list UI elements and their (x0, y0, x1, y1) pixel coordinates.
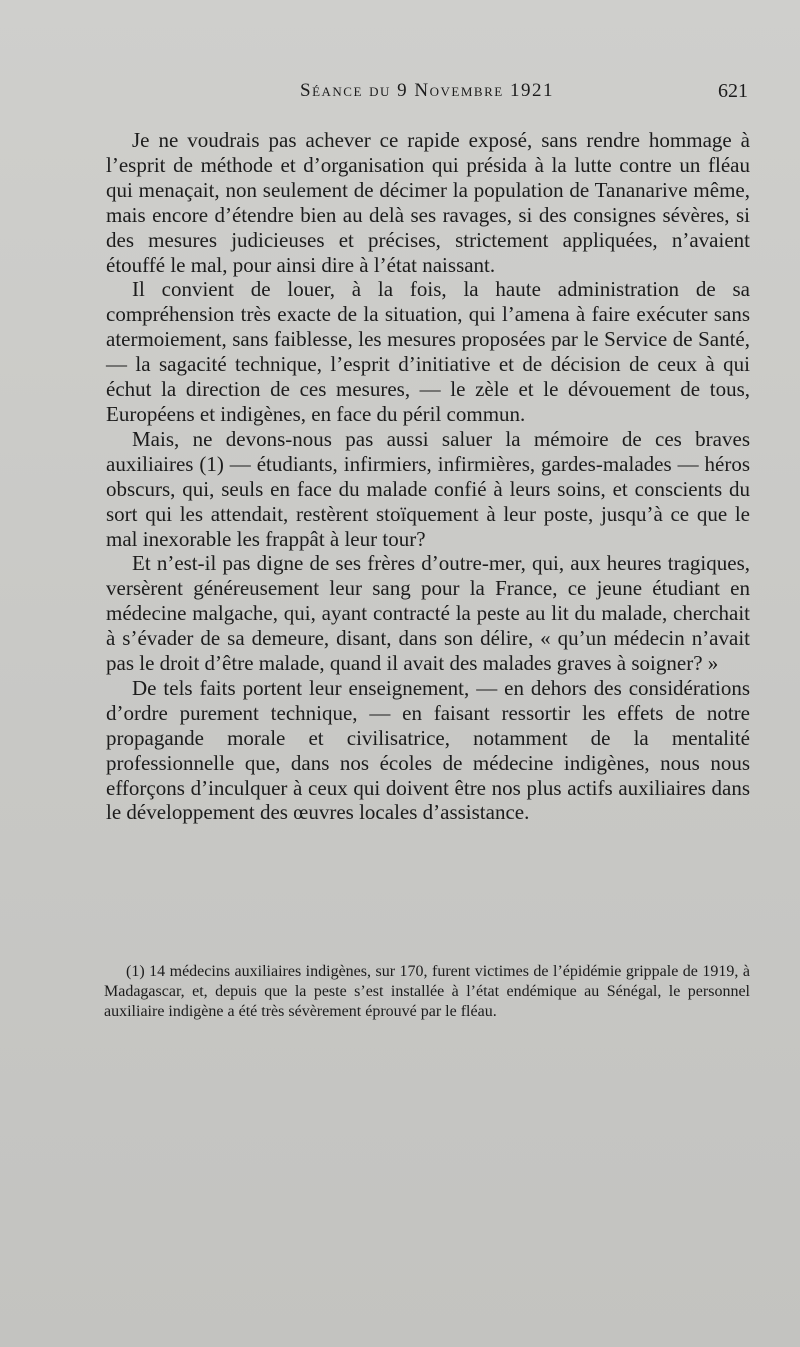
paragraph: Il convient de louer, à la fois, la haute administration de sa compréhension très exacte de la situation, qui l’amena à faire exécuter sans atermoiement, sans faiblesse, les mesures proposées par le Service de Santé, — la sagacité technique, l’esprit d’initiative et de décision de ceux à qui échut la direction de ces mesures, — le zèle et le dévouement de tous, Européens et indigènes, en face du péril commun. (106, 277, 750, 426)
paragraph: Je ne voudrais pas achever ce rapide exposé, sans rendre hommage à l’esprit de méthode et d’organisation qui présida à la lutte contre un fléau qui menaçait, non seulement de décimer la population de Tananarive même, mais encore d’étendre bien au delà ses ravages, si des consignes sévères, si des mesures judicieuses et précises, strictement appliquées, n’avaient étouffé le mal, pour ainsi dire à l’état naissant. (106, 128, 750, 277)
paragraph: De tels faits portent leur enseignement, — en dehors des considérations d’ordre purement technique, — en faisant ressortir les effets de notre propagande morale et civilisatrice, notamment de la mentalité professionnelle que, dans nos écoles de médecine indigènes, nous nous efforçons d’inculquer à ceux qui doivent être nos plus actifs auxiliaires dans le développement des œuvres locales d’assistance. (106, 675, 750, 825)
paragraph: Mais, ne devons-nous pas aussi saluer la mémoire de ces braves auxiliaires (1) — étudiants, infirmiers, infirmières, gardes-malades — héros obscurs, qui, seuls en face du malade confié à leurs soins, et conscients du sort qui les attendait, restèrent stoïquement à leur poste, jusqu’à ce que le mal inexorable les frappât à leur tour? (106, 426, 750, 551)
footnote: (1) 14 médecins auxiliaires indigènes, sur 170, furent victimes de l’épidémie grippale de 1919, à Madagascar, et, depuis que la peste s’est installée à l’état endémique au Sénégal, le personnel auxiliaire indigène a été très sévèrement éprouvé par le fléau. (104, 963, 750, 1020)
page-number: 621 (718, 80, 748, 102)
running-head (0, 80, 800, 110)
footnotes (104, 962, 750, 1022)
body-text (106, 128, 750, 825)
running-title: Séance du 9 Novembre 1921 (300, 80, 554, 101)
paragraph: Et n’est-il pas digne de ses frères d’outre-mer, qui, aux heures tragiques, versèrent généreusement leur sang pour la France, ce jeune étudiant en médecine malgache, qui, ayant contracté la peste au lit du malade, cherchait à s’évader de sa demeure, disant, dans son délire, « qu’un médecin n’avait pas le droit d’être malade, quand il avait des malades graves à soigner? » (106, 551, 750, 676)
